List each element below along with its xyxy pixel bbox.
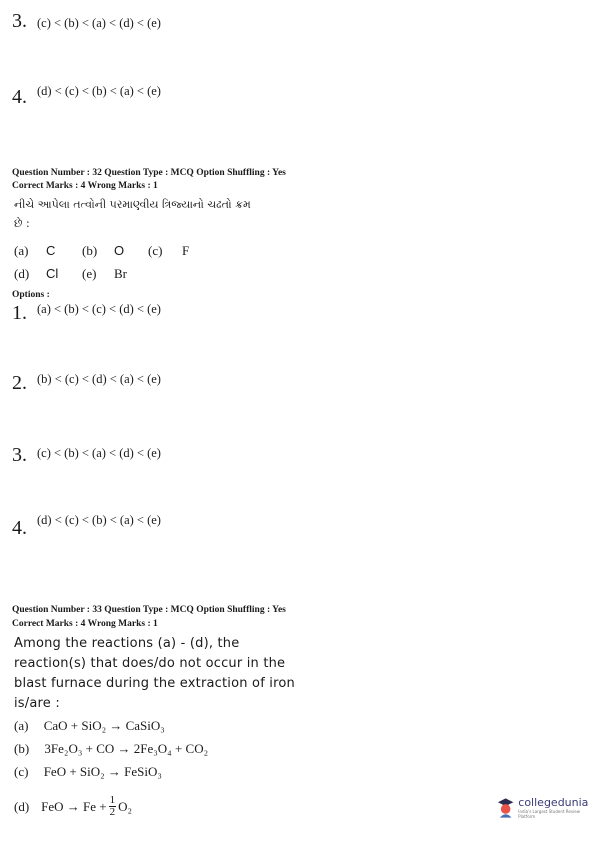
option-text: (a) < (b) < (c) < (d) < (e) — [37, 302, 161, 316]
option-number: 3. — [12, 444, 27, 466]
q32-meta-line1: Question Number : 32 Question Type : MCQ Option Shuffling : Yes — [12, 168, 286, 178]
q33-reaction-d — [14, 795, 132, 818]
graduate-mascot-icon — [497, 797, 514, 819]
q33-reaction-a — [14, 718, 165, 734]
q32-question-line2: છે : — [14, 217, 30, 230]
q33-reaction-b — [14, 741, 208, 757]
q32-option-2[interactable] — [12, 372, 161, 395]
reaction-label: (d) — [14, 798, 30, 814]
option-text: (c) < (b) < (a) < (d) < (e) — [37, 16, 161, 30]
q33-question-line3: blast furnace during the extraction of iron — [14, 676, 295, 691]
q32-option-4[interactable] — [12, 513, 161, 540]
reaction-lhs: FeO → Fe + — [41, 798, 107, 814]
reaction-equation: 3Fe₂O₃ + CO → 2Fe₃O₄ + CO₂ — [44, 741, 209, 756]
option-text: (c) < (b) < (a) < (d) < (e) — [37, 446, 161, 460]
element-a: C — [46, 243, 56, 258]
q33-meta-line1: Question Number : 33 Question Type : MCQ Option Shuffling : Yes — [12, 605, 286, 615]
q33-meta-line2: Correct Marks : 4 Wrong Marks : 1 — [12, 619, 158, 629]
reaction-equation: FeO + SiO₂ → FeSiO₃ — [43, 764, 162, 779]
option-number: 1. — [12, 302, 27, 324]
logo-name: collegedunia — [518, 796, 589, 809]
logo-tagline: India's Largest Student Review Platform — [518, 809, 581, 819]
q32-question-line1: નીચે આપેલા તત્વોની પરમાણ્વીય ત્રિજ્યાનો ચઢતો ક્રમ — [14, 198, 251, 211]
fraction-denominator: 2 — [109, 806, 116, 818]
q33-question-line2: reaction(s) that does/do not occur in the — [14, 656, 286, 671]
element-e: Br — [114, 266, 127, 281]
label-c: (c) — [148, 243, 163, 258]
q33-question-line1: Among the reactions (a) - (d), the — [14, 636, 240, 651]
label-b: (b) — [82, 243, 98, 258]
reaction-label: (b) — [14, 741, 30, 756]
element-d: Cl — [46, 266, 59, 281]
reaction-label: (a) — [14, 718, 29, 733]
label-e: (e) — [82, 266, 97, 281]
q33-reaction-c — [14, 764, 162, 780]
element-b: O — [114, 243, 125, 258]
q32-meta-line2: Correct Marks : 4 Wrong Marks : 1 — [12, 181, 158, 191]
prev-option-3 — [12, 10, 161, 33]
reaction-label: (c) — [14, 764, 29, 779]
element-c: F — [182, 243, 190, 258]
reaction-equation: CaO + SiO₂ → CaSiO₃ — [43, 718, 165, 733]
q32-option-3[interactable] — [12, 444, 161, 467]
label-d: (d) — [14, 266, 30, 281]
option-number: 2. — [12, 372, 27, 394]
q32-options-label: Options : — [12, 290, 50, 300]
option-number: 4. — [12, 86, 27, 108]
label-a: (a) — [14, 243, 29, 258]
q32-option-1[interactable] — [12, 302, 161, 325]
reaction-rhs: O₂ — [118, 798, 133, 814]
collegedunia-logo — [497, 797, 595, 819]
option-number: 3. — [12, 10, 27, 32]
option-text: (d) < (c) < (b) < (a) < (e) — [37, 84, 161, 98]
option-number: 4. — [12, 517, 27, 539]
option-text: (d) < (c) < (b) < (a) < (e) — [37, 513, 161, 527]
fraction-numerator: 1 — [109, 794, 116, 806]
prev-option-4 — [12, 86, 161, 109]
q33-question-line4: is/are : — [14, 696, 60, 711]
option-text: (b) < (c) < (d) < (a) < (e) — [37, 372, 161, 386]
fraction-half — [109, 795, 117, 818]
